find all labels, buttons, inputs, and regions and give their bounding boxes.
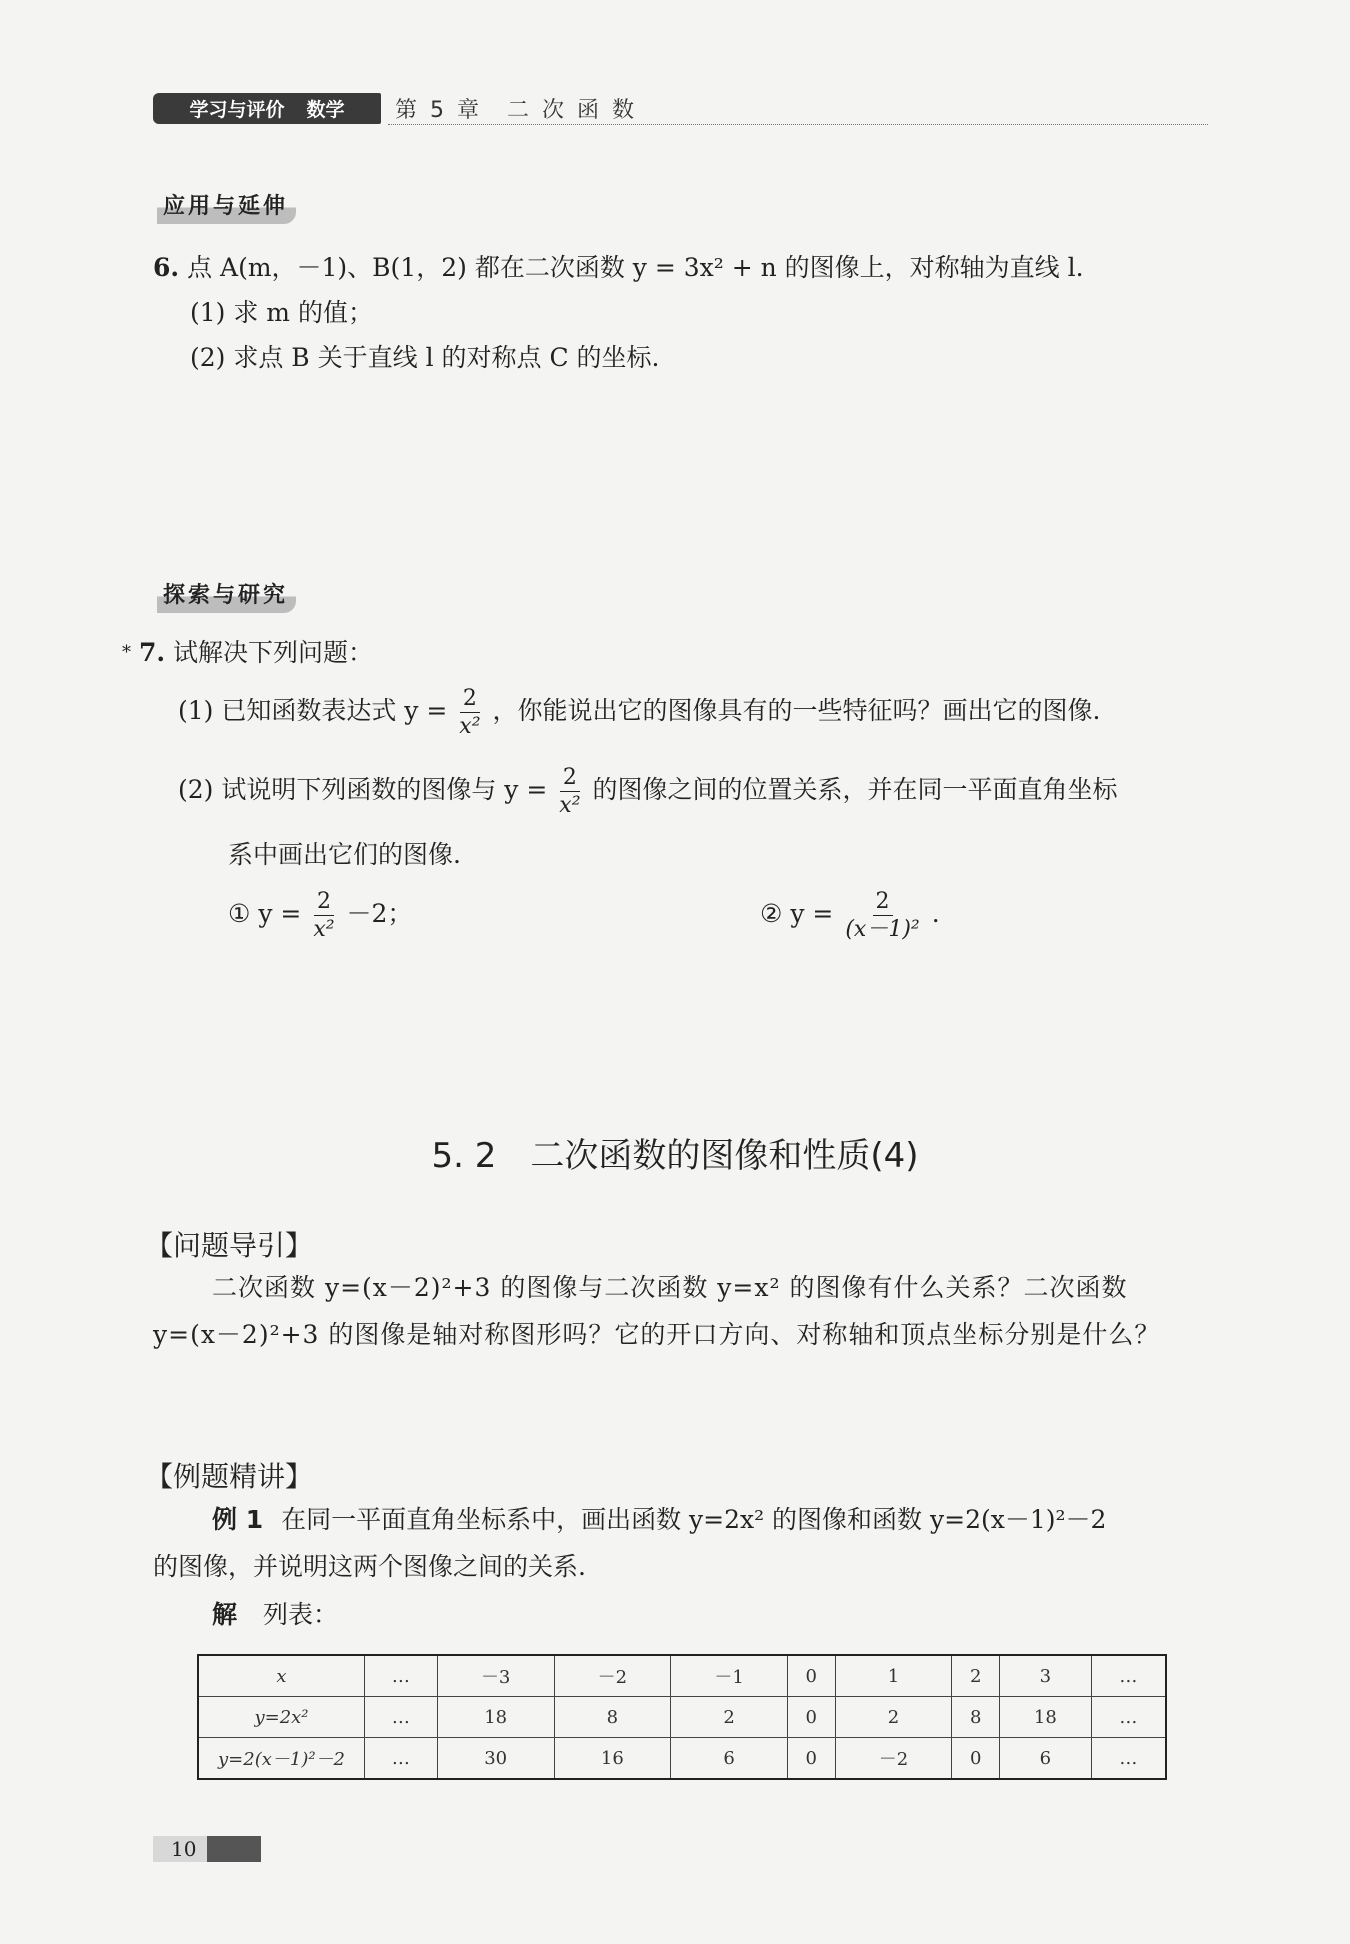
table-cell: y=2(x－1)²－2 <box>198 1738 365 1780</box>
table-cell: y=2x² <box>198 1697 365 1738</box>
table-cell: … <box>1091 1655 1166 1697</box>
table-row <box>198 1738 1166 1780</box>
value-table <box>197 1654 1167 1780</box>
fraction-denominator: (x－1)² <box>845 916 920 942</box>
example-line-1 <box>212 1503 1106 1537</box>
question-7-text: 试解决下列问题： <box>173 638 374 667</box>
example-label: 例 1 <box>212 1505 264 1534</box>
q7-p2-suffix: 的图像之间的位置关系，并在同一平面直角坐标 <box>592 775 1118 804</box>
q7-p2-prefix: (2) 试说明下列函数的图像与 y = <box>178 775 548 804</box>
fraction-numerator: 2 <box>314 891 334 916</box>
table-cell: 6 <box>1000 1738 1092 1780</box>
question-7-part-2-continued: 系中画出它们的图像. <box>228 840 461 869</box>
question-6-part-2: (2) 求点 B 关于直线 l 的对称点 C 的坐标. <box>190 343 660 372</box>
table-cell: 2 <box>835 1697 952 1738</box>
subject-title: 数学 <box>306 99 345 121</box>
guide-heading: 【问题导引】 <box>145 1229 314 1262</box>
example-text-1: 在同一平面直角坐标系中，画出函数 y=2x² 的图像和函数 y=2(x－1)²－2 <box>281 1505 1107 1534</box>
page-number-badge <box>153 1836 261 1862</box>
table-cell: 0 <box>787 1655 835 1697</box>
question-7-option-2 <box>760 886 940 942</box>
book-title: 学习与评价 <box>189 99 285 121</box>
question-6-stem <box>153 251 1084 285</box>
chapter-title: 第 5 章 二 次 函 数 <box>395 98 637 123</box>
question-7-part-1 <box>178 683 1100 739</box>
section-apply-label: 应用与延伸 <box>157 187 296 224</box>
header-badge <box>153 93 381 124</box>
fraction-numerator: 2 <box>560 767 580 792</box>
question-6-text: 点 A(m，－1)、B(1，2) 都在二次函数 y = 3x² + n 的图像上，对称轴为直线 l. <box>187 253 1084 282</box>
fraction-numerator: 2 <box>460 688 480 713</box>
example-line-2: 的图像，并说明这两个图像之间的关系. <box>153 1552 586 1581</box>
table-cell: －3 <box>437 1655 554 1697</box>
table-cell: －1 <box>671 1655 788 1697</box>
fraction-2-over-x2 <box>313 888 335 942</box>
table-cell: 8 <box>554 1697 671 1738</box>
table-cell: 30 <box>437 1738 554 1780</box>
table-cell: 0 <box>952 1738 1000 1780</box>
fraction-denominator: x² <box>313 916 335 942</box>
solution-line <box>212 1598 338 1632</box>
fraction-numerator: 2 <box>873 891 893 916</box>
option-1-suffix: －2； <box>346 899 413 928</box>
option-1-prefix: ① y = <box>228 899 302 928</box>
table-cell: －2 <box>835 1738 952 1780</box>
table-cell: … <box>1091 1697 1166 1738</box>
option-2-suffix: . <box>931 899 940 928</box>
question-6-number: 6. <box>153 253 180 282</box>
option-2-prefix: ② y = <box>760 899 834 928</box>
fraction-2-over-x2 <box>459 685 481 739</box>
question-7-stem <box>122 636 373 670</box>
header-divider <box>388 124 1208 125</box>
table-cell: 0 <box>787 1738 835 1780</box>
table-cell: 8 <box>952 1697 1000 1738</box>
table-cell: 2 <box>952 1655 1000 1697</box>
table-cell: 2 <box>671 1697 788 1738</box>
solution-label: 解 <box>212 1600 238 1629</box>
table-cell: … <box>365 1738 438 1780</box>
fraction-denominator: x² <box>559 792 581 818</box>
question-7-number: 7. <box>138 638 166 667</box>
solution-text: 列表： <box>262 1600 338 1629</box>
fraction-2-over-x-minus-1-squared <box>845 888 920 942</box>
fraction-2-over-x2 <box>559 764 581 818</box>
table-cell: 6 <box>671 1738 788 1780</box>
table-row <box>198 1697 1166 1738</box>
table-cell: x <box>198 1655 365 1697</box>
table-cell: 1 <box>835 1655 952 1697</box>
table-cell: 16 <box>554 1738 671 1780</box>
question-7-option-1 <box>228 886 412 942</box>
optional-star: * <box>122 642 131 663</box>
page-number: 10 <box>171 1837 197 1861</box>
table-cell: … <box>365 1697 438 1738</box>
table-cell: 3 <box>1000 1655 1092 1697</box>
table-cell: … <box>365 1655 438 1697</box>
table-cell: … <box>1091 1738 1166 1780</box>
table-cell: 18 <box>437 1697 554 1738</box>
question-6-part-1: (1) 求 m 的值； <box>190 298 373 327</box>
fraction-denominator: x² <box>459 713 481 739</box>
lesson-title: 5. 2 二次函数的图像和性质(4) <box>431 1136 919 1176</box>
guide-line-1: 二次函数 y=(x－2)²+3 的图像与二次函数 y=x² 的图像有什么关系？二次函数 <box>212 1273 1128 1302</box>
table-cell: 18 <box>1000 1697 1092 1738</box>
table-cell: －2 <box>554 1655 671 1697</box>
section-explore-label: 探索与研究 <box>157 576 296 613</box>
table-cell: 0 <box>787 1697 835 1738</box>
q7-p1-prefix: (1) 已知函数表达式 y = <box>178 696 448 725</box>
guide-line-2: y=(x－2)²+3 的图像是轴对称图形吗？它的开口方向、对称轴和顶点坐标分别是什么？ <box>153 1320 1161 1349</box>
table-row <box>198 1655 1166 1697</box>
q7-p1-suffix: ，你能说出它的图像具有的一些特征吗？画出它的图像. <box>492 696 1101 725</box>
question-7-part-2 <box>178 762 1117 818</box>
example-heading: 【例题精讲】 <box>145 1460 314 1493</box>
